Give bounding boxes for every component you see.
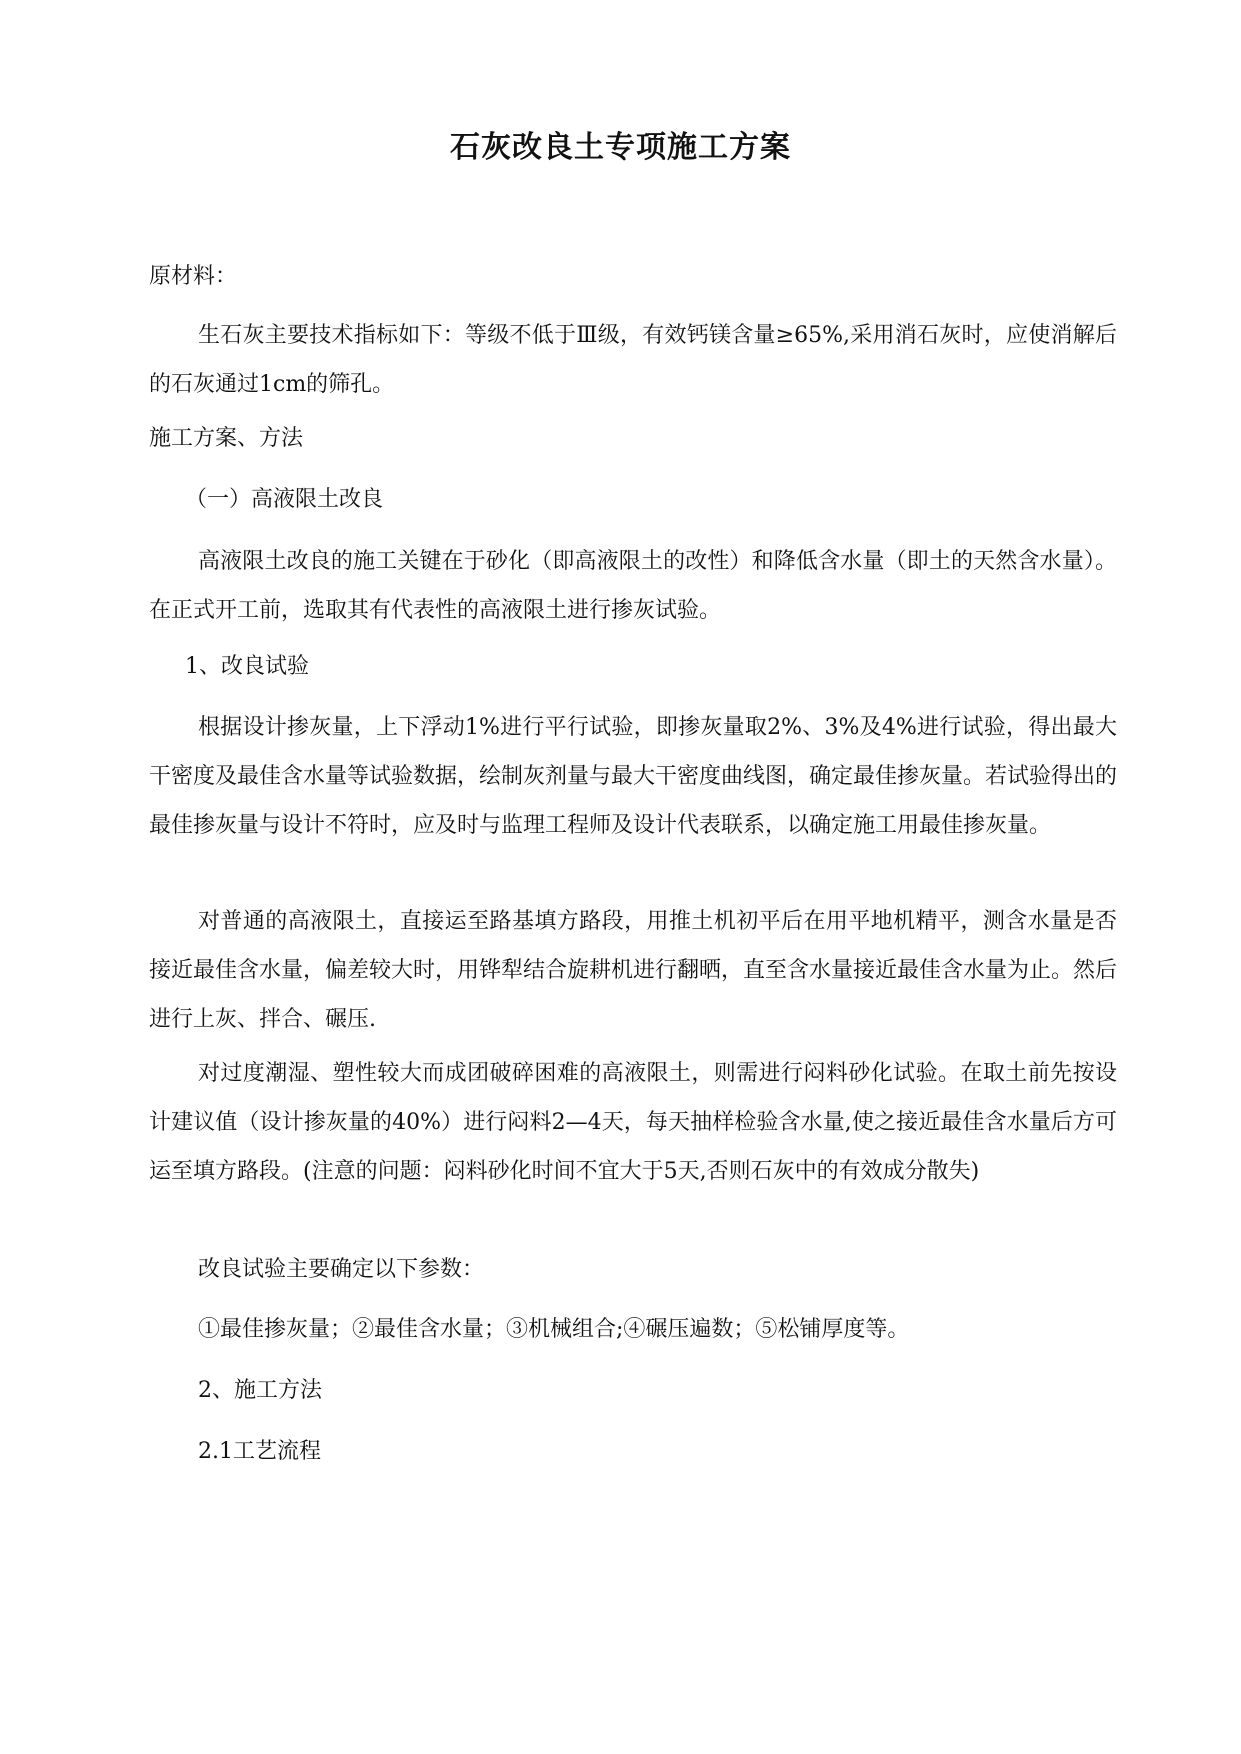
paragraph-quicklime-specs: 生石灰主要技术指标如下：等级不低于Ⅲ级，有效钙镁含量≥65%,采用消石灰时，应使消解后的石灰通过1cm的筛孔。 [149,323,1117,397]
heading-process-flow: 2.1工艺流程 [198,1439,321,1464]
document-title: 石灰改良土专项施工方案 [450,130,791,165]
paragraph-normal-soil: 对普通的高液限土，直接运至路基填方路段，用推土机初平后在用平地机精平，测含水量是否接近最佳含水量，偏差较大时，用铧犁结合旋耕机进行翻晒，直至含水量接近最佳含水量为止。然后进行上灰、拌合、碾压. [149,909,1118,1032]
paragraph-improvement-key: 高液限土改良的施工关键在于砂化（即高液限土的改性）和降低含水量（即土的天然含水量）。在正式开工前，选取其有代表性的高液限土进行掺灰试验。 [149,549,1117,623]
heading-improvement-test: 1、改良试验 [185,654,309,679]
paragraph-wet-soil: 对过度潮湿、塑性较大而成团破碎困难的高液限土，则需进行闷料砂化试验。在取土前先按设计建议值（设计掺灰量的40%）进行闷料2—4天，每天抽样检验含水量,使之接近最佳含水量后方可运至填方路段。(注意的问题：闷料砂化时间不宜大于5天,否则石灰中的有效成分散失) [149,1061,1117,1184]
paragraph-parameters-intro: 改良试验主要确定以下参数： [198,1257,485,1282]
heading-high-liquid-limit-soil: （一）高液限土改良 [185,487,384,512]
paragraph-parameters-list: ①最佳掺灰量；②最佳含水量；③机械组合;④碾压遍数；⑤松铺厚度等。 [198,1317,910,1342]
heading-construction-plan: 施工方案、方法 [149,426,304,451]
heading-construction-method: 2、施工方法 [198,1378,322,1403]
paragraph-lime-dosage-test: 根据设计掺灰量，上下浮动1%进行平行试验，即掺灰量取2%、3%及4%进行试验，得出最大干密度及最佳含水量等试验数据，绘制灰剂量与最大干密度曲线图，确定最佳掺灰量。若试验得出的最佳掺灰量与设计不符时，应及时与监理工程师及设计代表联系，以确定施工用最佳掺灰量。 [149,715,1118,838]
heading-raw-materials: 原材料： [149,264,238,289]
